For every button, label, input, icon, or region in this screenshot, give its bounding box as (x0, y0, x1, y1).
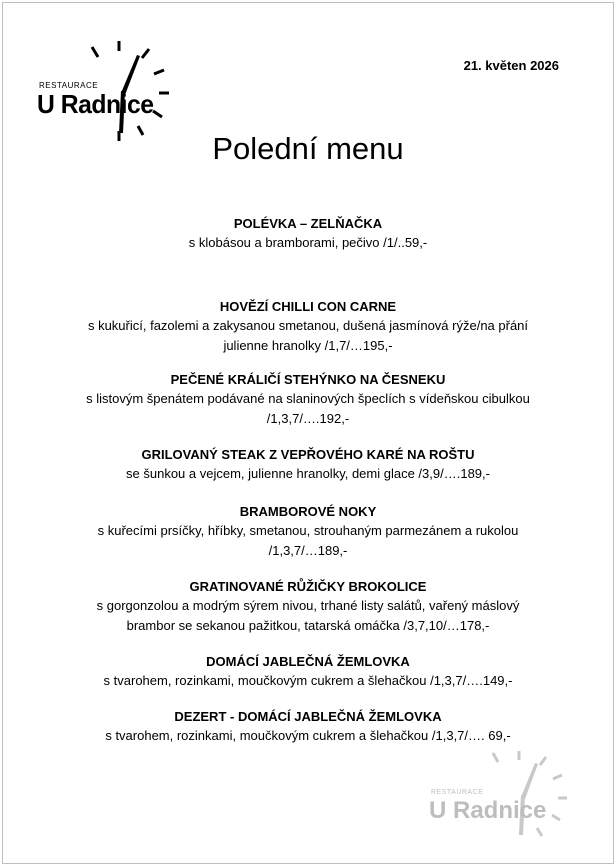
menu-item (43, 297, 573, 356)
menu-item-description: julienne hranolky /1,7/…195,- (223, 338, 393, 353)
menu-item (43, 707, 573, 746)
menu-item-name: GRILOVANÝ STEAK Z VEPŘOVÉHO KARÉ NA ROŠTU (141, 447, 475, 462)
menu-item (43, 214, 573, 253)
menu-item-description: s kukuřicí, fazolemi a zakysanou smetanou, dušená jasmínová rýže/na přání (87, 318, 529, 333)
menu-item (43, 502, 573, 561)
watermark-name: U Radnice (429, 797, 547, 824)
menu-item-description: s gorgonzolou a modrým sýrem nivou, trhané listy salátů, vařený máslový (96, 598, 520, 613)
menu-item-description: brambor se sekanou pažitkou, tatarská omáčka /3,7,10/…178,- (126, 618, 490, 633)
menu-list (43, 214, 573, 746)
menu-item-description: /1,3,7/….192,- (266, 411, 350, 426)
menu-item-description: s kuřecími prsíčky, hříbky, smetanou, strouhaným parmezánem a rukolou (97, 523, 519, 538)
logo-watermark (429, 751, 579, 841)
clock-watermark-icon (429, 751, 579, 841)
menu-item-description: s listovým špenátem podávané na slaninových špeclích s vídeňskou cibulkou (86, 391, 530, 406)
menu-item-name: DOMÁCÍ JABLEČNÁ ŽEMLOVKA (206, 654, 410, 669)
menu-item (43, 652, 573, 691)
logo-name: U Radnice (37, 89, 154, 119)
watermark-subtitle: RESTAURACE (431, 789, 484, 796)
menu-item (43, 370, 573, 429)
menu-item-name: PEČENÉ KRÁLIČÍ STEHÝNKO NA ČESNEKU (170, 372, 446, 387)
menu-item-name: GRATINOVANÉ RŮŽIČKY BROKOLICE (189, 579, 427, 594)
logo-subtitle: RESTAURACE (39, 81, 99, 90)
menu-item-name: BRAMBOROVÉ NOKY (239, 504, 377, 519)
menu-item (43, 577, 573, 636)
menu-item-description: se šunkou a vejcem, julienne hranolky, demi glace /3,9/….189,- (126, 466, 490, 481)
menu-item-description: /1,3,7/…189,- (268, 543, 348, 558)
menu-page (2, 2, 614, 864)
menu-item (43, 445, 573, 484)
menu-item-description: s tvarohem, rozinkami, moučkovým cukrem a šlehačkou /1,3,7/…. 69,- (105, 728, 511, 743)
menu-item-description: s klobásou a bramborami, pečivo /1/..59,- (188, 235, 428, 250)
restaurant-logo (37, 41, 177, 141)
menu-item-description: s tvarohem, rozinkami, moučkovým cukrem a šlehačkou /1,3,7/….149,- (103, 673, 513, 688)
menu-item-name: HOVĚZÍ CHILLI CON CARNE (219, 299, 397, 314)
menu-date: 21. květen 2026 (463, 58, 559, 73)
menu-item-name: DEZERT - DOMÁCÍ JABLEČNÁ ŽEMLOVKA (174, 709, 442, 724)
page-title: Polední menu (212, 131, 404, 166)
menu-item-name: POLÉVKA – ZELŇAČKA (233, 216, 383, 231)
